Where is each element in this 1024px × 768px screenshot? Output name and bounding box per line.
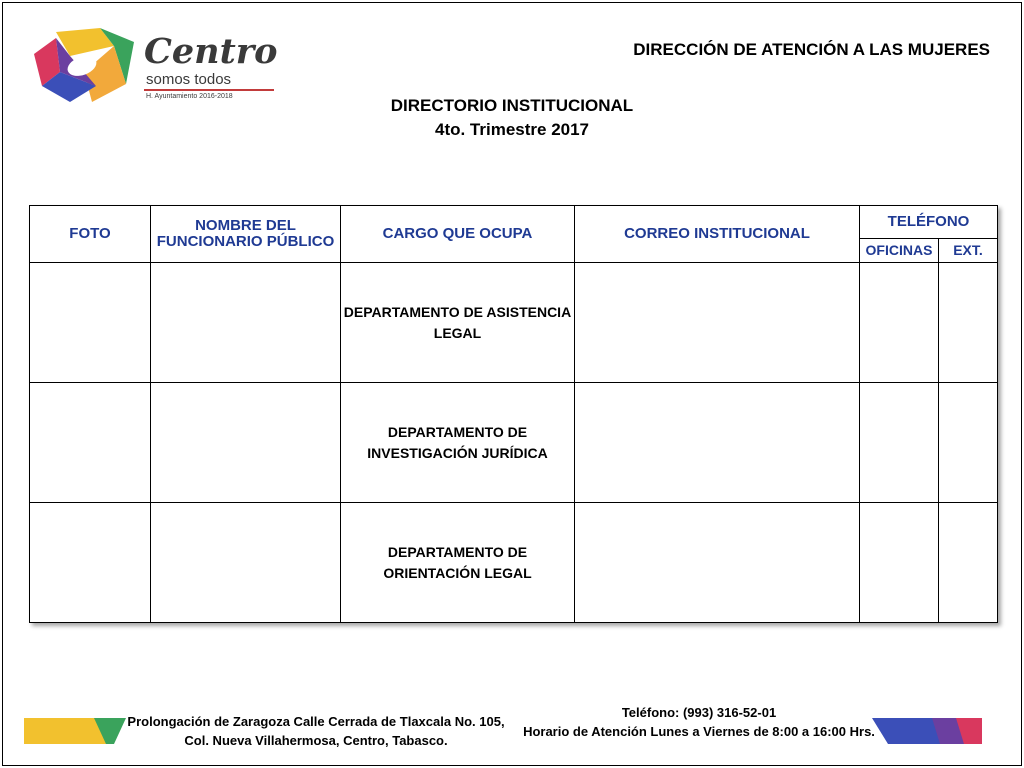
cell-ext [939, 503, 998, 623]
cell-nombre [151, 263, 341, 383]
col-header-foto: FOTO [30, 206, 151, 263]
cell-oficinas [860, 383, 939, 503]
directory-table [29, 205, 998, 623]
col-header-cargo: CARGO QUE OCUPA [341, 206, 575, 263]
cell-ext [939, 263, 998, 383]
cell-correo [575, 503, 860, 623]
logo-brand-text: Centro [144, 31, 278, 72]
cell-cargo: DEPARTAMENTO DE ORIENTACIÓN LEGAL [341, 503, 575, 623]
footer-address-line1: Prolongación de Zaragoza Calle Cerrada de Tlaxcala No. 105, [127, 714, 505, 729]
col-header-oficinas: OFICINAS [860, 239, 939, 263]
cell-cargo: DEPARTAMENTO DE INVESTIGACIÓN JURÍDICA [341, 383, 575, 503]
cell-correo [575, 383, 860, 503]
col-header-telefono: TELÉFONO [860, 206, 998, 239]
col-header-nombre: NOMBRE DEL FUNCIONARIO PÚBLICO [151, 206, 341, 263]
cell-oficinas [860, 263, 939, 383]
footer-left-color-bar [24, 718, 126, 744]
cell-correo [575, 263, 860, 383]
cell-oficinas [860, 503, 939, 623]
document-title: DIRECTORIO INSTITUCIONAL [390, 96, 634, 115]
cell-cargo: DEPARTAMENTO DE ASISTENCIA LEGAL [341, 263, 575, 383]
logo-slogan: somos todos [146, 71, 232, 88]
cell-foto [30, 503, 151, 623]
cell-ext [939, 383, 998, 503]
table-row [30, 503, 998, 623]
department-title: DIRECCIÓN DE ATENCIÓN A LAS MUJERES [633, 40, 990, 59]
logo-period: H. Ayuntamiento 2016-2018 [146, 93, 233, 100]
cell-foto [30, 263, 151, 383]
footer-contact [515, 704, 883, 742]
centro-logo [30, 26, 285, 106]
footer-phone: Teléfono: (993) 316-52-01 [621, 705, 777, 720]
cell-nombre [151, 503, 341, 623]
col-header-ext: EXT. [939, 239, 998, 263]
footer-hours: Horario de Atención Lunes a Viernes de 8:00 a 16:00 Hrs. [523, 723, 875, 739]
footer-right-color-bar [872, 718, 982, 744]
cell-nombre [151, 383, 341, 503]
centro-logo-mark-icon [30, 26, 140, 106]
cell-foto [30, 383, 151, 503]
footer-address [120, 713, 512, 751]
table-row [30, 263, 998, 383]
col-header-correo: CORREO INSTITUCIONAL [575, 206, 860, 263]
document-subtitle: 4to. Trimestre 2017 [434, 120, 590, 139]
header-row [30, 206, 998, 239]
table-row [30, 383, 998, 503]
footer-address-line2: Col. Nueva Villahermosa, Centro, Tabasco. [184, 732, 448, 748]
logo-rule [144, 89, 274, 91]
